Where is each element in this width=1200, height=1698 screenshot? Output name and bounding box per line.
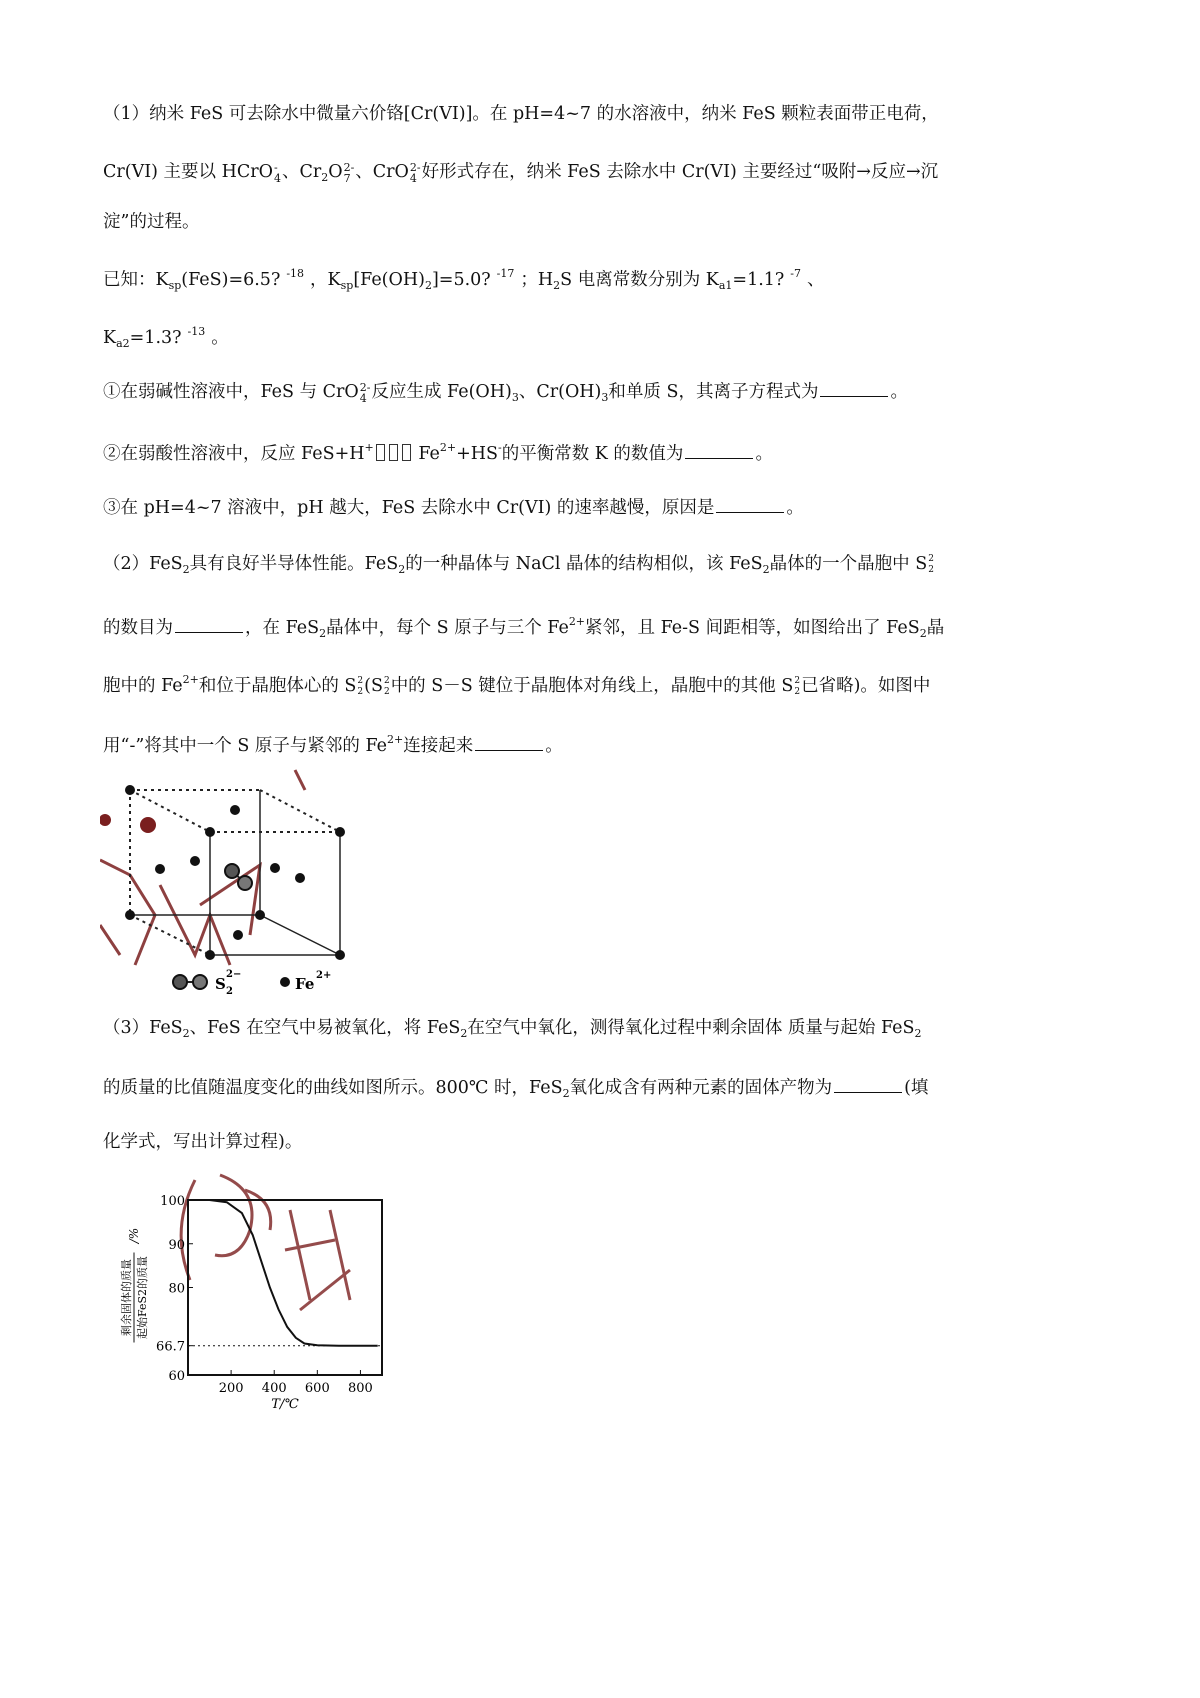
fe-atom — [205, 950, 215, 960]
fe-atom — [230, 805, 240, 815]
fe-atom — [233, 930, 243, 940]
y-axis-unit: /% — [127, 1227, 141, 1244]
cr2o7-charge: 2- 7 — [343, 160, 355, 185]
y-axis-label-bottom: 起始FeS2的质量 — [136, 1255, 149, 1340]
answer-blank — [716, 494, 784, 513]
part3-line2: 的质量的比值随温度变化的曲线如图所示。800℃ 时，FeS$_2$氧化成含有两种元素的固体产物为 (填 — [103, 1074, 928, 1106]
y-tick-label: 60 — [168, 1369, 185, 1384]
legend-s2-sub: 2 — [226, 986, 233, 997]
part3-line3: 化学式，写出计算过程)。 — [103, 1132, 303, 1152]
x-tick-label: 800 — [348, 1381, 373, 1396]
crystal-legend — [173, 969, 331, 997]
part1-intro-line2 — [103, 160, 938, 190]
legend-s2-sup: 2− — [226, 969, 242, 980]
x-tick-label: 600 — [304, 1381, 330, 1396]
question-1-2: ②在弱酸性溶液中，反应 FeS+H+ $Fe^{2+}+HS^-$的平衡常数 K 的数值为 。 — [103, 441, 773, 464]
y-tick-label: 100 — [160, 1194, 185, 1209]
legend-fe-dot — [280, 977, 290, 987]
part1-intro-line1 — [103, 102, 939, 126]
y-axis-label — [119, 1228, 149, 1343]
fe-atom — [125, 785, 135, 795]
legend-fe-sup: 2+ — [316, 970, 332, 981]
watermark — [181, 1175, 350, 1310]
part1-intro-line3 — [103, 210, 199, 234]
x-tick-label: 200 — [218, 1381, 244, 1396]
text: Cr(VI) 主要以 HCrO — [103, 162, 273, 182]
equilibrium-arrow-icon — [376, 444, 385, 461]
fe-atom — [295, 873, 305, 883]
watermark-dot — [100, 814, 111, 826]
chart-series — [188, 1200, 378, 1346]
text: 、CrO — [355, 162, 409, 182]
sub: 2 — [321, 171, 329, 184]
fe-atom — [155, 864, 165, 874]
answer-blank — [475, 732, 543, 751]
answer-blank — [820, 378, 888, 397]
answer-blank — [175, 614, 243, 633]
answer-blank — [834, 1074, 902, 1093]
fe-atom — [335, 827, 345, 837]
crystal-cell-diagram — [100, 765, 360, 1000]
watermark-dot — [140, 817, 156, 833]
chart-frame — [188, 1200, 382, 1375]
question-1-3: ③在 pH=4~7 溶液中，pH 越大，FeS 去除水中 Cr(VI) 的速率越慢，原因是 。 — [103, 494, 804, 520]
text: （1）纳米 FeS 可去除水中微量六价铬[Cr(VI)]。在 pH=4~7 的水溶液中，纳米 FeS 颗粒表面带正电荷， — [103, 104, 939, 124]
fe-atom — [125, 910, 135, 920]
plot-border — [188, 1200, 382, 1375]
y-tick-label: 80 — [168, 1281, 185, 1297]
fe-atom — [190, 856, 200, 866]
series-line — [188, 1200, 378, 1346]
x-axis-label: T/℃ — [271, 1397, 299, 1410]
x-tick-label: 400 — [261, 1381, 287, 1396]
mass-ratio-chart — [100, 1170, 400, 1410]
equilibrium-arrow-icon — [402, 444, 411, 461]
legend-s2-label: S — [215, 975, 226, 993]
question-1-1: ①在弱碱性溶液中，FeS 与 CrO 2- 4 反应生成 $Fe(OH)_3$、$Cr(OH)_3$和单质 S，其离子方程式为 。 — [103, 378, 908, 410]
text: 好形式存在，纳米 FeS 去除水中 Cr(VI) 主要经过“吸附→反应→沉 — [421, 162, 939, 182]
fe-atom — [205, 827, 215, 837]
fe-atom — [255, 910, 265, 920]
equilibrium-arrow-icon — [389, 444, 398, 461]
y-tick-label: 90 — [168, 1237, 185, 1253]
cro4-charge: 2- 4 — [409, 160, 421, 185]
part2-line1: （2）FeS$_2$具有良好半导体性能。FeS$_2$的一种晶体与 NaCl 晶体的结构相似，该 FeS$_2$晶体的一个晶胞中 S 2 2 — [103, 553, 934, 576]
part2-line4: 用“-”将其中一个 S 原子与紧邻的 $Fe^{2+}$连接起来 。 — [103, 733, 563, 756]
part2-line3: 胞中的 $Fe^{2+}$和位于晶胞体心的 S 2 2 (S 2 2 中的 S－S 键位于晶胞体对角线上，晶胞中的其他 S 2 2 已省略)。如图中 — [103, 673, 931, 697]
answer-blank — [685, 440, 753, 459]
y-tick-label: 66.7 — [156, 1339, 185, 1355]
part1-known-line2: $K_{a2}=1.3$? $^{-13}$ 。 — [103, 325, 229, 350]
text: 淀”的过程。 — [103, 212, 200, 232]
text: 、Cr — [281, 162, 322, 182]
legend-fe-label: Fe — [295, 975, 315, 993]
part1-known-line1: 已知：$K_{sp}(FeS)=6.5$? $^{-18}$ ，$K_{sp}[Fe(OH)_2]=5.0$? $^{-17}$ ；$H_2S$ 电离常数分别为 $K_{a1}=1.1$? $^{-7}$ 、 — [103, 267, 825, 292]
fe-atom — [270, 863, 280, 873]
part2-line2: 的数目为 ，在 FeS$_2$晶体中，每个 S 原子与三个 $Fe^{2+}$紧邻，且 Fe-S 间距相等，如图给出了 FeS$_2$晶 — [103, 615, 945, 640]
fe-atom — [335, 950, 345, 960]
part3-line1: （3）FeS$_2$、FeS 在空气中易被氧化，将 FeS$_2$在空气中氧化，测得氧化过程中剩余固体 质量与起始 FeS$_2$ — [103, 1018, 922, 1040]
hcro4-charge: - 4 — [273, 160, 281, 185]
y-axis-label-top: 剩余固体的质量 — [120, 1259, 133, 1336]
text: O — [328, 162, 343, 182]
